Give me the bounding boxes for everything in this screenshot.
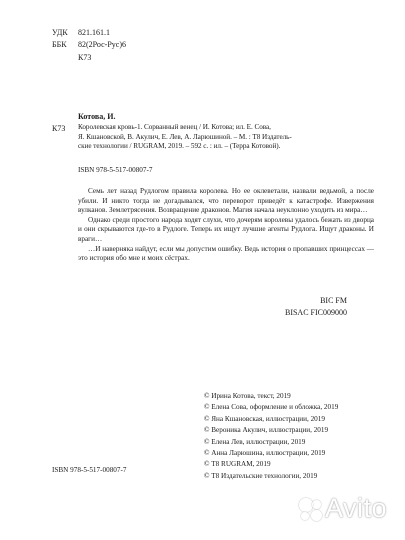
udk-row bbox=[52, 28, 68, 38]
udk-value: 821.161.1 bbox=[78, 28, 110, 37]
avito-wordmark: Avito bbox=[324, 493, 387, 523]
credits-list bbox=[204, 391, 338, 482]
credit-line: © Яна Кшановская, иллюстрации, 2019 bbox=[204, 414, 325, 423]
description-line: ские технологии / RUGRAM, 2019. – 592 с. : ил. – (Терра Котовой). bbox=[78, 142, 281, 151]
logo-dot bbox=[299, 498, 313, 512]
bbk-label: ББК bbox=[52, 40, 67, 49]
credit-line: © Вероника Акулич, иллюстрации, 2019 bbox=[204, 426, 329, 435]
description-line: Я. Кшановской, В. Акулич, Е. Лев, А. Ларюшиной. – М. : Т8 Издатель- bbox=[78, 132, 292, 141]
annotation bbox=[78, 187, 374, 264]
udk-label: УДК bbox=[52, 28, 68, 37]
record-description bbox=[78, 123, 378, 152]
author-mark-top: К73 bbox=[78, 53, 92, 62]
description-line: Королевская кровь-1. Сорванный венец / И. Котова; ил. Е. Сова, bbox=[78, 123, 271, 131]
logo-dot bbox=[312, 500, 321, 509]
logo-dot bbox=[301, 512, 309, 520]
annotation-paragraph: Однако среди простого народа ходят слухи, что дочерям королевы удалось бежать из дворца и они скрываются где-то в Рудлоге. Теперь их ищут лучшие агенты Рудлога. Ищут драконы. И враги… bbox=[78, 215, 374, 243]
credit-line: © Елена Лев, иллюстрации, 2019 bbox=[204, 437, 306, 446]
credit-line: © Ирина Котова, текст, 2019 bbox=[204, 392, 291, 400]
bbk-value: 82(2Рос-Рус)6 bbox=[78, 40, 126, 49]
credit-line: © Елена Сова, оформление и обложка, 2019 bbox=[204, 403, 339, 412]
logo-dot bbox=[311, 510, 322, 521]
annotation-paragraph: …И наверняка найдут, если мы допустим ошибку. Ведь история о пропавших принцессах — это история обо мне и моих сёстрах. bbox=[78, 244, 374, 263]
credit-line: © Анна Ларюшина, иллюстрации, 2019 bbox=[204, 449, 326, 458]
record-author-mark: К73 bbox=[52, 124, 66, 133]
credit-line: © Т8 Издательские технологии, 2019 bbox=[204, 471, 318, 480]
avito-logo-icon bbox=[299, 498, 321, 520]
credit-line: © Т8 RUGRAM, 2019 bbox=[204, 460, 271, 469]
annotation-paragraph: Семь лет назад Рудлогом правила королева. Но ее оклеветали, назвали ведьмой, а после убили. И никто тогда не догадывался, что переворот приведёт к катастрофе. Извержения вулканов. Землетрясения. Возвращение драконов. Магия начала неуклонно уходить из мира… bbox=[78, 187, 374, 215]
avito-watermark bbox=[299, 493, 387, 524]
footer-isbn: ISBN 978-5-517-00807-7 bbox=[52, 466, 127, 474]
bic-code: BIC FM bbox=[320, 296, 347, 305]
bisac-code: BISAC FIC009000 bbox=[284, 308, 347, 317]
author-heading: Котова, И. bbox=[78, 112, 116, 121]
record-isbn: ISBN 978-5-517-00807-7 bbox=[78, 166, 153, 174]
